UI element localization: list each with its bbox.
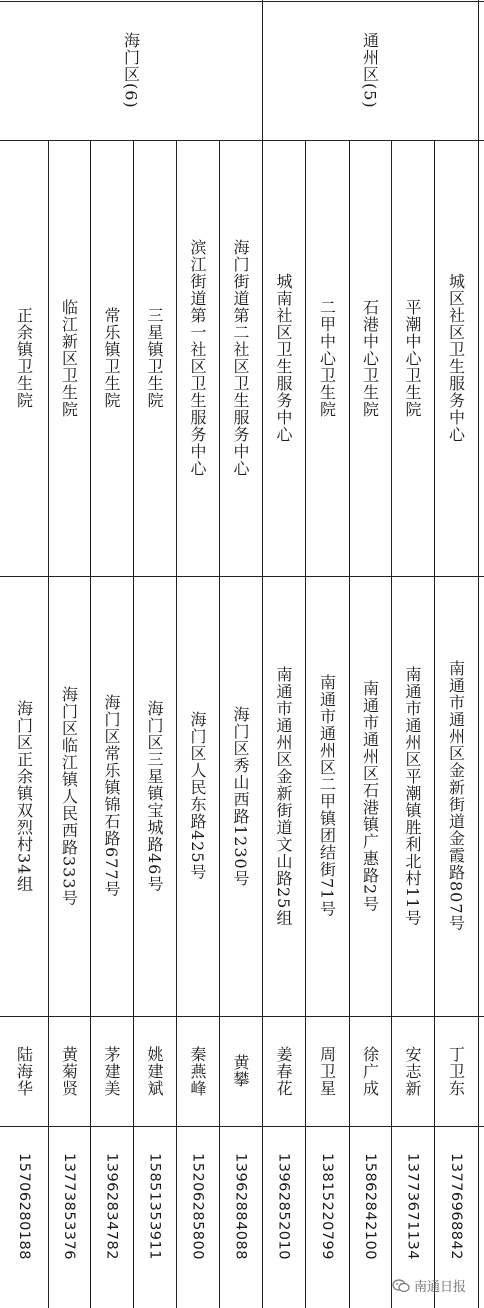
watermark (392, 1276, 466, 1295)
phone-number: 13815220799 (319, 1152, 335, 1260)
institution-cell (434, 140, 478, 576)
phone-number: 13962852010 (275, 1152, 292, 1260)
address-cell (219, 576, 262, 1016)
contact-cell (0, 1016, 48, 1126)
institution-name: 三星镇卫生院 (145, 307, 164, 409)
contact-name: 黄攀 (231, 1054, 250, 1088)
table-row (219, 140, 262, 1308)
institution-cell (305, 140, 349, 576)
address: 海门区常乐镇锦石路677号 (102, 694, 121, 898)
contact-name: 茅建美 (102, 1045, 121, 1097)
address: 海门区人民东路425号 (188, 711, 207, 881)
contact-name: 秦燕峰 (188, 1045, 207, 1097)
address: 南通市通州区金新街道文山路25组 (274, 665, 293, 927)
district-cell-tongzhou (262, 1, 478, 140)
watermark-text: 南通日报 (414, 1280, 467, 1295)
contact-name: 丁卫东 (446, 1045, 466, 1097)
phone-cell (349, 1126, 391, 1286)
table-row (349, 140, 391, 1308)
address-cell (305, 576, 349, 1016)
contact-name: 黄菊贤 (59, 1045, 79, 1097)
table-row (176, 140, 219, 1308)
table-row (391, 140, 434, 1308)
institution-name: 平潮中心卫生院 (403, 298, 422, 418)
table-row (133, 140, 176, 1308)
address-cell (176, 576, 219, 1016)
contact-cell (349, 1016, 391, 1126)
institution-name: 二甲中心卫生院 (317, 298, 337, 418)
address-cell (349, 576, 391, 1016)
phone-cell (176, 1126, 219, 1286)
contact-cell (434, 1016, 478, 1126)
address: 南通市通州区平潮镇胜利北村11号 (403, 665, 422, 927)
institution-name: 城南社区卫生服务中心 (274, 273, 293, 443)
phone-number: 15206285800 (189, 1152, 206, 1260)
phone-cell (391, 1126, 434, 1286)
contact-name: 徐广成 (360, 1045, 380, 1097)
phone-cell (305, 1126, 349, 1286)
institution-cell (48, 140, 90, 576)
contact-cell (305, 1016, 349, 1126)
phone-number: 13962884088 (232, 1152, 249, 1260)
address: 南通市通州区石港镇广惠路2号 (360, 679, 380, 913)
table-row (48, 140, 90, 1308)
contact-name: 安志新 (403, 1045, 422, 1097)
address-cell (262, 576, 305, 1016)
institution-cell (90, 140, 133, 576)
institution-name: 石港中心卫生院 (360, 298, 380, 418)
contact-name: 姚建斌 (145, 1045, 164, 1097)
address: 海门区秀山西路1230号 (231, 705, 250, 887)
contact-name: 周卫星 (317, 1045, 337, 1097)
address: 海门区三星镇宝城路46号 (145, 699, 164, 893)
contact-cell (90, 1016, 133, 1126)
address-cell (133, 576, 176, 1016)
institution-name: 临江新区卫生院 (59, 298, 79, 418)
phone-cell (90, 1126, 133, 1286)
phone-number: 15706280188 (16, 1152, 32, 1260)
phone-cell (219, 1126, 262, 1286)
address-cell (48, 576, 90, 1016)
contact-cell (176, 1016, 219, 1126)
institution-cell (262, 140, 305, 576)
phone-number: 13776968842 (448, 1152, 464, 1260)
phone-number: 15862842100 (362, 1152, 378, 1260)
table-row (90, 140, 133, 1308)
contact-cell (219, 1016, 262, 1126)
district-label: 海门区(6) (121, 32, 141, 109)
address: 海门区临江镇人民西路333号 (59, 685, 79, 907)
address: 南通市通州区金新街道金霞路807号 (446, 660, 466, 932)
district-label: 通州区(5) (360, 32, 380, 109)
institution-cell (176, 140, 219, 576)
wechat-icon (392, 1279, 410, 1293)
district-cell-haimen (0, 1, 262, 140)
contact-name: 姜春花 (274, 1045, 293, 1097)
address-cell (391, 576, 434, 1016)
institution-name: 城区社区卫生服务中心 (446, 273, 466, 443)
table-row (434, 140, 478, 1308)
institution-cell (391, 140, 434, 576)
address-cell (434, 576, 478, 1016)
contact-cell (133, 1016, 176, 1126)
phone-number: 13962834782 (103, 1152, 120, 1260)
phone-cell (133, 1126, 176, 1286)
address: 海门区正余镇双烈村34组 (14, 699, 34, 893)
institution-name: 滨江街道第一社区卫生服务中心 (188, 239, 207, 477)
phone-number: 15851353911 (146, 1152, 163, 1260)
institution-cell (349, 140, 391, 576)
phone-cell (48, 1126, 90, 1286)
phone-cell (262, 1126, 305, 1286)
table-row (305, 140, 349, 1308)
table-row (262, 140, 305, 1308)
contact-cell (391, 1016, 434, 1126)
table-row (0, 140, 48, 1308)
institution-cell (219, 140, 262, 576)
address-cell (0, 576, 48, 1016)
institution-cell (133, 140, 176, 576)
phone-number: 13773853376 (61, 1152, 77, 1260)
institution-name: 海门街道第二社区卫生服务中心 (231, 239, 250, 477)
institution-cell (0, 140, 48, 576)
table-border-right (478, 0, 479, 1308)
contact-cell (48, 1016, 90, 1126)
address: 南通市通州区二甲镇团结街71号 (317, 674, 337, 918)
contact-name: 陆海华 (14, 1045, 34, 1097)
address-cell (90, 576, 133, 1016)
institution-name: 正余镇卫生院 (14, 307, 34, 409)
institution-name: 常乐镇卫生院 (102, 307, 121, 409)
phone-number: 13773671134 (404, 1152, 421, 1260)
contact-cell (262, 1016, 305, 1126)
phone-cell (0, 1126, 48, 1286)
phone-cell (434, 1126, 478, 1286)
